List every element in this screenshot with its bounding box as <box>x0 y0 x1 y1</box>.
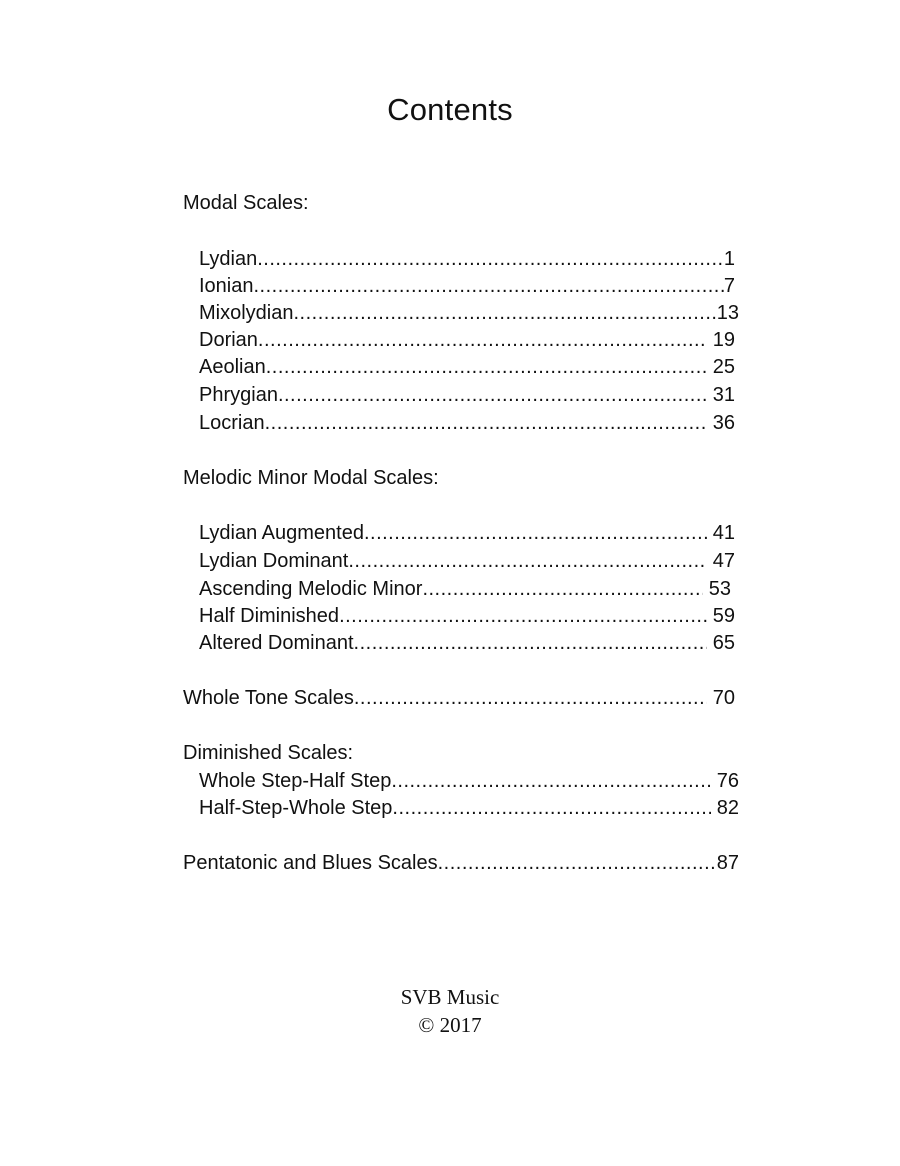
dot-leader <box>258 327 707 353</box>
section-heading-diminished-scales: Diminished Scales: <box>183 742 354 764</box>
toc-entry-page: 70 <box>712 687 735 709</box>
page-title: Contents <box>387 92 513 127</box>
dot-leader <box>348 548 706 574</box>
toc-entry-dorian[interactable] <box>199 327 735 353</box>
toc-entry-lydian-augmented[interactable] <box>199 520 735 546</box>
toc-entry-label: Lydian <box>199 248 258 270</box>
toc-entry-half-step-whole-step[interactable] <box>199 795 739 821</box>
publisher-name: SVB Music <box>400 985 500 1009</box>
dot-leader <box>354 630 707 656</box>
toc-entry-page: 1 <box>723 248 735 270</box>
dot-leader <box>265 410 707 436</box>
dot-leader <box>254 273 724 299</box>
toc-entry-page: 25 <box>712 356 735 378</box>
toc-entry-label: Lydian Dominant <box>199 550 349 572</box>
toc-entry-lydian[interactable] <box>199 246 735 272</box>
toc-entry-label: Half-Step-Whole Step <box>199 797 393 819</box>
toc-entry-page: 82 <box>716 797 739 819</box>
toc-entry-label: Altered Dominant <box>199 632 354 654</box>
section-heading-melodic-minor-modal-scales: Melodic Minor Modal Scales: <box>183 467 439 489</box>
toc-entry-page: 41 <box>712 522 735 544</box>
toc-entry-page: 36 <box>712 412 735 434</box>
toc-entry-phrygian[interactable] <box>199 382 735 408</box>
dot-leader <box>293 300 716 326</box>
toc-entry-label: Dorian <box>199 329 258 351</box>
toc-entry-page: 65 <box>712 632 735 654</box>
toc-entry-label: Locrian <box>199 412 265 434</box>
toc-entry-label: Ionian <box>199 275 254 297</box>
toc-entry-locrian[interactable] <box>199 410 735 436</box>
toc-entry-page: 47 <box>712 550 735 572</box>
toc-entry-label: Pentatonic and Blues Scales <box>183 852 438 874</box>
toc-entry-page: 13 <box>716 302 739 324</box>
toc-entry-lydian-dominant[interactable] <box>199 548 735 574</box>
dot-leader <box>257 246 724 272</box>
toc-entry-page: 59 <box>712 605 735 627</box>
toc-entry-aeolian[interactable] <box>199 354 735 380</box>
dot-leader <box>354 685 707 711</box>
dot-leader <box>364 520 707 546</box>
toc-entry-ionian[interactable] <box>199 273 735 299</box>
toc-entry-label: Half Diminished <box>199 605 340 627</box>
toc-entry-page: 19 <box>712 329 735 351</box>
toc-entry-page: 76 <box>716 770 739 792</box>
dot-leader <box>278 382 707 408</box>
toc-entry-half-diminished[interactable] <box>199 603 735 629</box>
toc-entry-label: Mixolydian <box>199 302 294 324</box>
dot-leader <box>266 354 707 380</box>
dot-leader <box>422 576 702 602</box>
toc-entry-page: 53 <box>708 578 731 600</box>
toc-entry-pentatonic-and-blues-scales[interactable] <box>183 850 739 876</box>
toc-entry-label: Ascending Melodic Minor <box>199 578 423 600</box>
toc-entry-label: Phrygian <box>199 384 278 406</box>
dot-leader <box>392 795 710 821</box>
section-heading-modal-scales: Modal Scales: <box>183 192 309 214</box>
toc-entry-ascending-melodic-minor[interactable] <box>199 576 731 602</box>
toc-entry-label: Aeolian <box>199 356 266 378</box>
toc-entry-page: 7 <box>723 275 735 297</box>
dot-leader <box>391 768 710 794</box>
toc-entry-page: 87 <box>716 852 739 874</box>
toc-entry-label: Lydian Augmented <box>199 522 364 544</box>
copyright-notice: © 2017 <box>418 1013 482 1037</box>
toc-entry-whole-tone-scales[interactable] <box>183 685 735 711</box>
dot-leader <box>339 603 707 629</box>
toc-entry-label: Whole Tone Scales <box>183 687 354 709</box>
toc-entry-mixolydian[interactable] <box>199 300 739 326</box>
toc-entry-page: 31 <box>712 384 735 406</box>
toc-entry-altered-dominant[interactable] <box>199 630 735 656</box>
toc-entry-whole-step-half-step[interactable] <box>199 768 739 794</box>
dot-leader <box>438 850 717 876</box>
toc-entry-label: Whole Step-Half Step <box>199 770 392 792</box>
